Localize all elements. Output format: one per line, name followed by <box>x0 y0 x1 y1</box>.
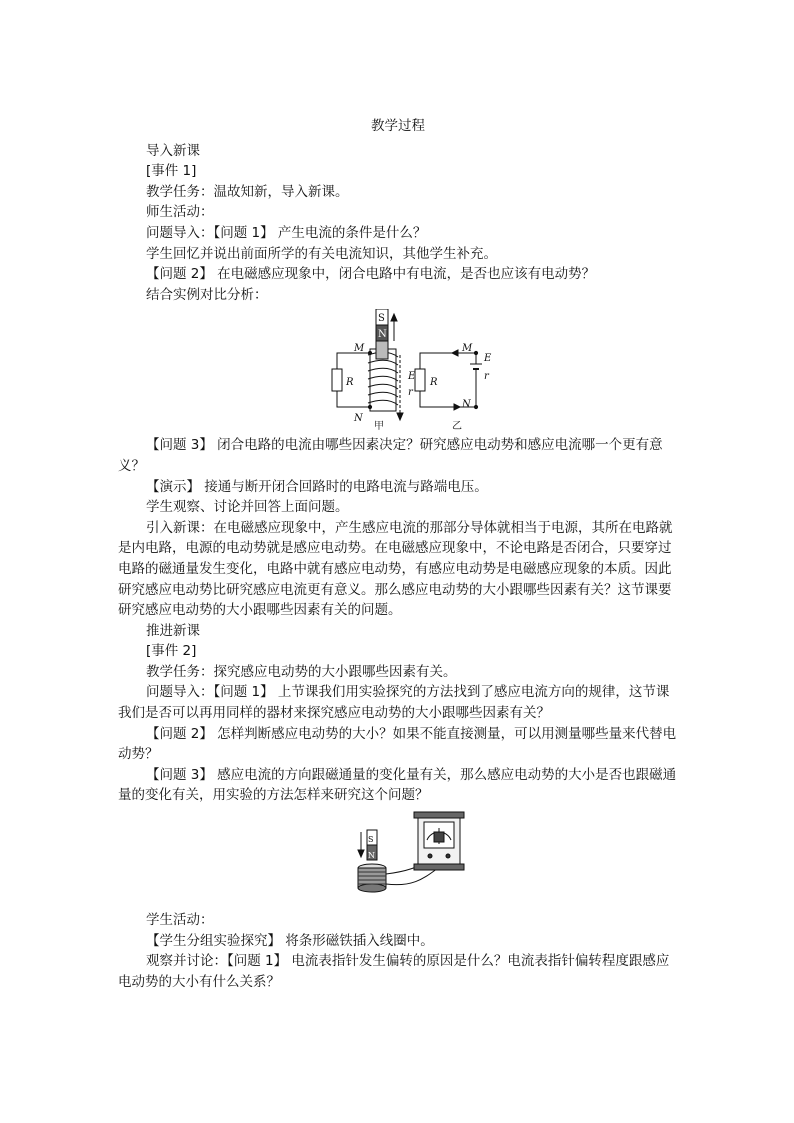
event-label-2: [事件 2] <box>146 643 197 660</box>
fig2-magnet-n: N <box>368 851 375 861</box>
galvanometer-figure <box>118 810 678 906</box>
section-heading-intro: 导入新课 <box>146 142 200 159</box>
resistor-r-right: R <box>430 377 438 389</box>
event-label-1: [事件 1] <box>146 163 197 180</box>
teaching-task-2: 教学任务：探究感应电动势的大小跟哪些因素有关。 <box>146 663 457 680</box>
resistor-r-left: R <box>346 377 354 389</box>
question-2-text: 【问题 2】 在电磁感应现象中，闭合电路中有电流，是否也应该有电动势？ <box>146 266 596 283</box>
caption-yi: 乙 <box>452 421 462 433</box>
emf-e-left: E <box>408 371 416 383</box>
circuit-diagram <box>118 309 678 431</box>
question-3-text: 【问题 3】 闭合电路的电流由哪些因素决定？研究感应电动势和感应电流哪一个更有意义？ <box>118 437 663 474</box>
magnet-n-label: N <box>378 329 387 341</box>
question-2b-text: 【问题 2】 怎样判断感应电动势的大小？如果不能直接测量，可以用测量哪些量来代替电动势？ <box>118 725 677 763</box>
terminal-m-right: M <box>462 343 473 355</box>
magnet-s-label: S <box>378 313 385 325</box>
section-heading-advance: 推进新课 <box>146 622 200 639</box>
question-3b-text: 【问题 3】 感应电流的方向跟磁通量的变化量有关，那么感应电动势的大小是否也跟磁通量的变化有关，用实验的方法怎样来研究这个问题？ <box>118 766 677 804</box>
internal-r-left: r <box>408 387 413 399</box>
observe-discuss-text: 观察并讨论：【问题 1】 电流表指针发生偏转的原因是什么？电流表指针偏转程度跟感应电动势的大小有什么关系？ <box>118 953 670 990</box>
terminal-n-left: N <box>354 413 363 425</box>
student-activity-label: 学生活动： <box>146 912 214 929</box>
page-title: 教学过程 <box>371 118 425 134</box>
caption-jia: 甲 <box>374 421 384 433</box>
demo-text: 【演示】 接通与断开闭合回路时的电路电流与路端电压。 <box>146 478 488 495</box>
student-recall-text: 学生回忆并说出前面所学的有关电流知识，其他学生补充。 <box>146 245 497 262</box>
student-observe-text: 学生观察、讨论并回答上面问题。 <box>146 499 349 516</box>
fig2-magnet-s: S <box>368 835 374 845</box>
terminal-n-right: N <box>462 399 471 411</box>
question-intro-1: 问题导入：【问题 1】 产生电流的条件是什么？ <box>146 224 427 241</box>
question-intro-2: 问题导入：【问题 1】 上节课我们用实验探究的方法找到了感应电流方向的规律，这节课我们是否可以再用同样的器材来探究感应电动势的大小跟哪些因素有关？ <box>118 684 670 722</box>
activity-label-1: 师生活动： <box>146 204 214 221</box>
circuit-figure <box>118 309 678 431</box>
comparison-label: 结合实例对比分析： <box>146 286 268 303</box>
group-experiment-text: 【学生分组实验探究】 将条形磁铁插入线圈中。 <box>146 932 434 949</box>
document-body <box>118 116 678 992</box>
emf-e-right: E <box>484 353 492 365</box>
new-lesson-intro: 引入新课：在电磁感应现象中，产生感应电流的那部分导体就相当于电源，其所在电路就是内电路，电源的电动势就是感应电动势。在电磁感应现象中，不论电路是否闭合，只要穿过电路的磁通量发生变化，电路中就有感应电动势，有感应电动势是电磁感应现象的本质。因此研究感应电动势比研究感应电流更有意义。那么感应电动势的大小跟哪些因素有关？这节课要研究感应电动势的大小跟哪些因素有关的问题。 <box>118 519 673 619</box>
internal-r-right: r <box>484 371 489 383</box>
terminal-m-left: M <box>354 343 365 355</box>
teaching-task-1: 教学任务：温故知新，导入新课。 <box>146 183 349 200</box>
galvanometer-diagram <box>118 810 678 906</box>
